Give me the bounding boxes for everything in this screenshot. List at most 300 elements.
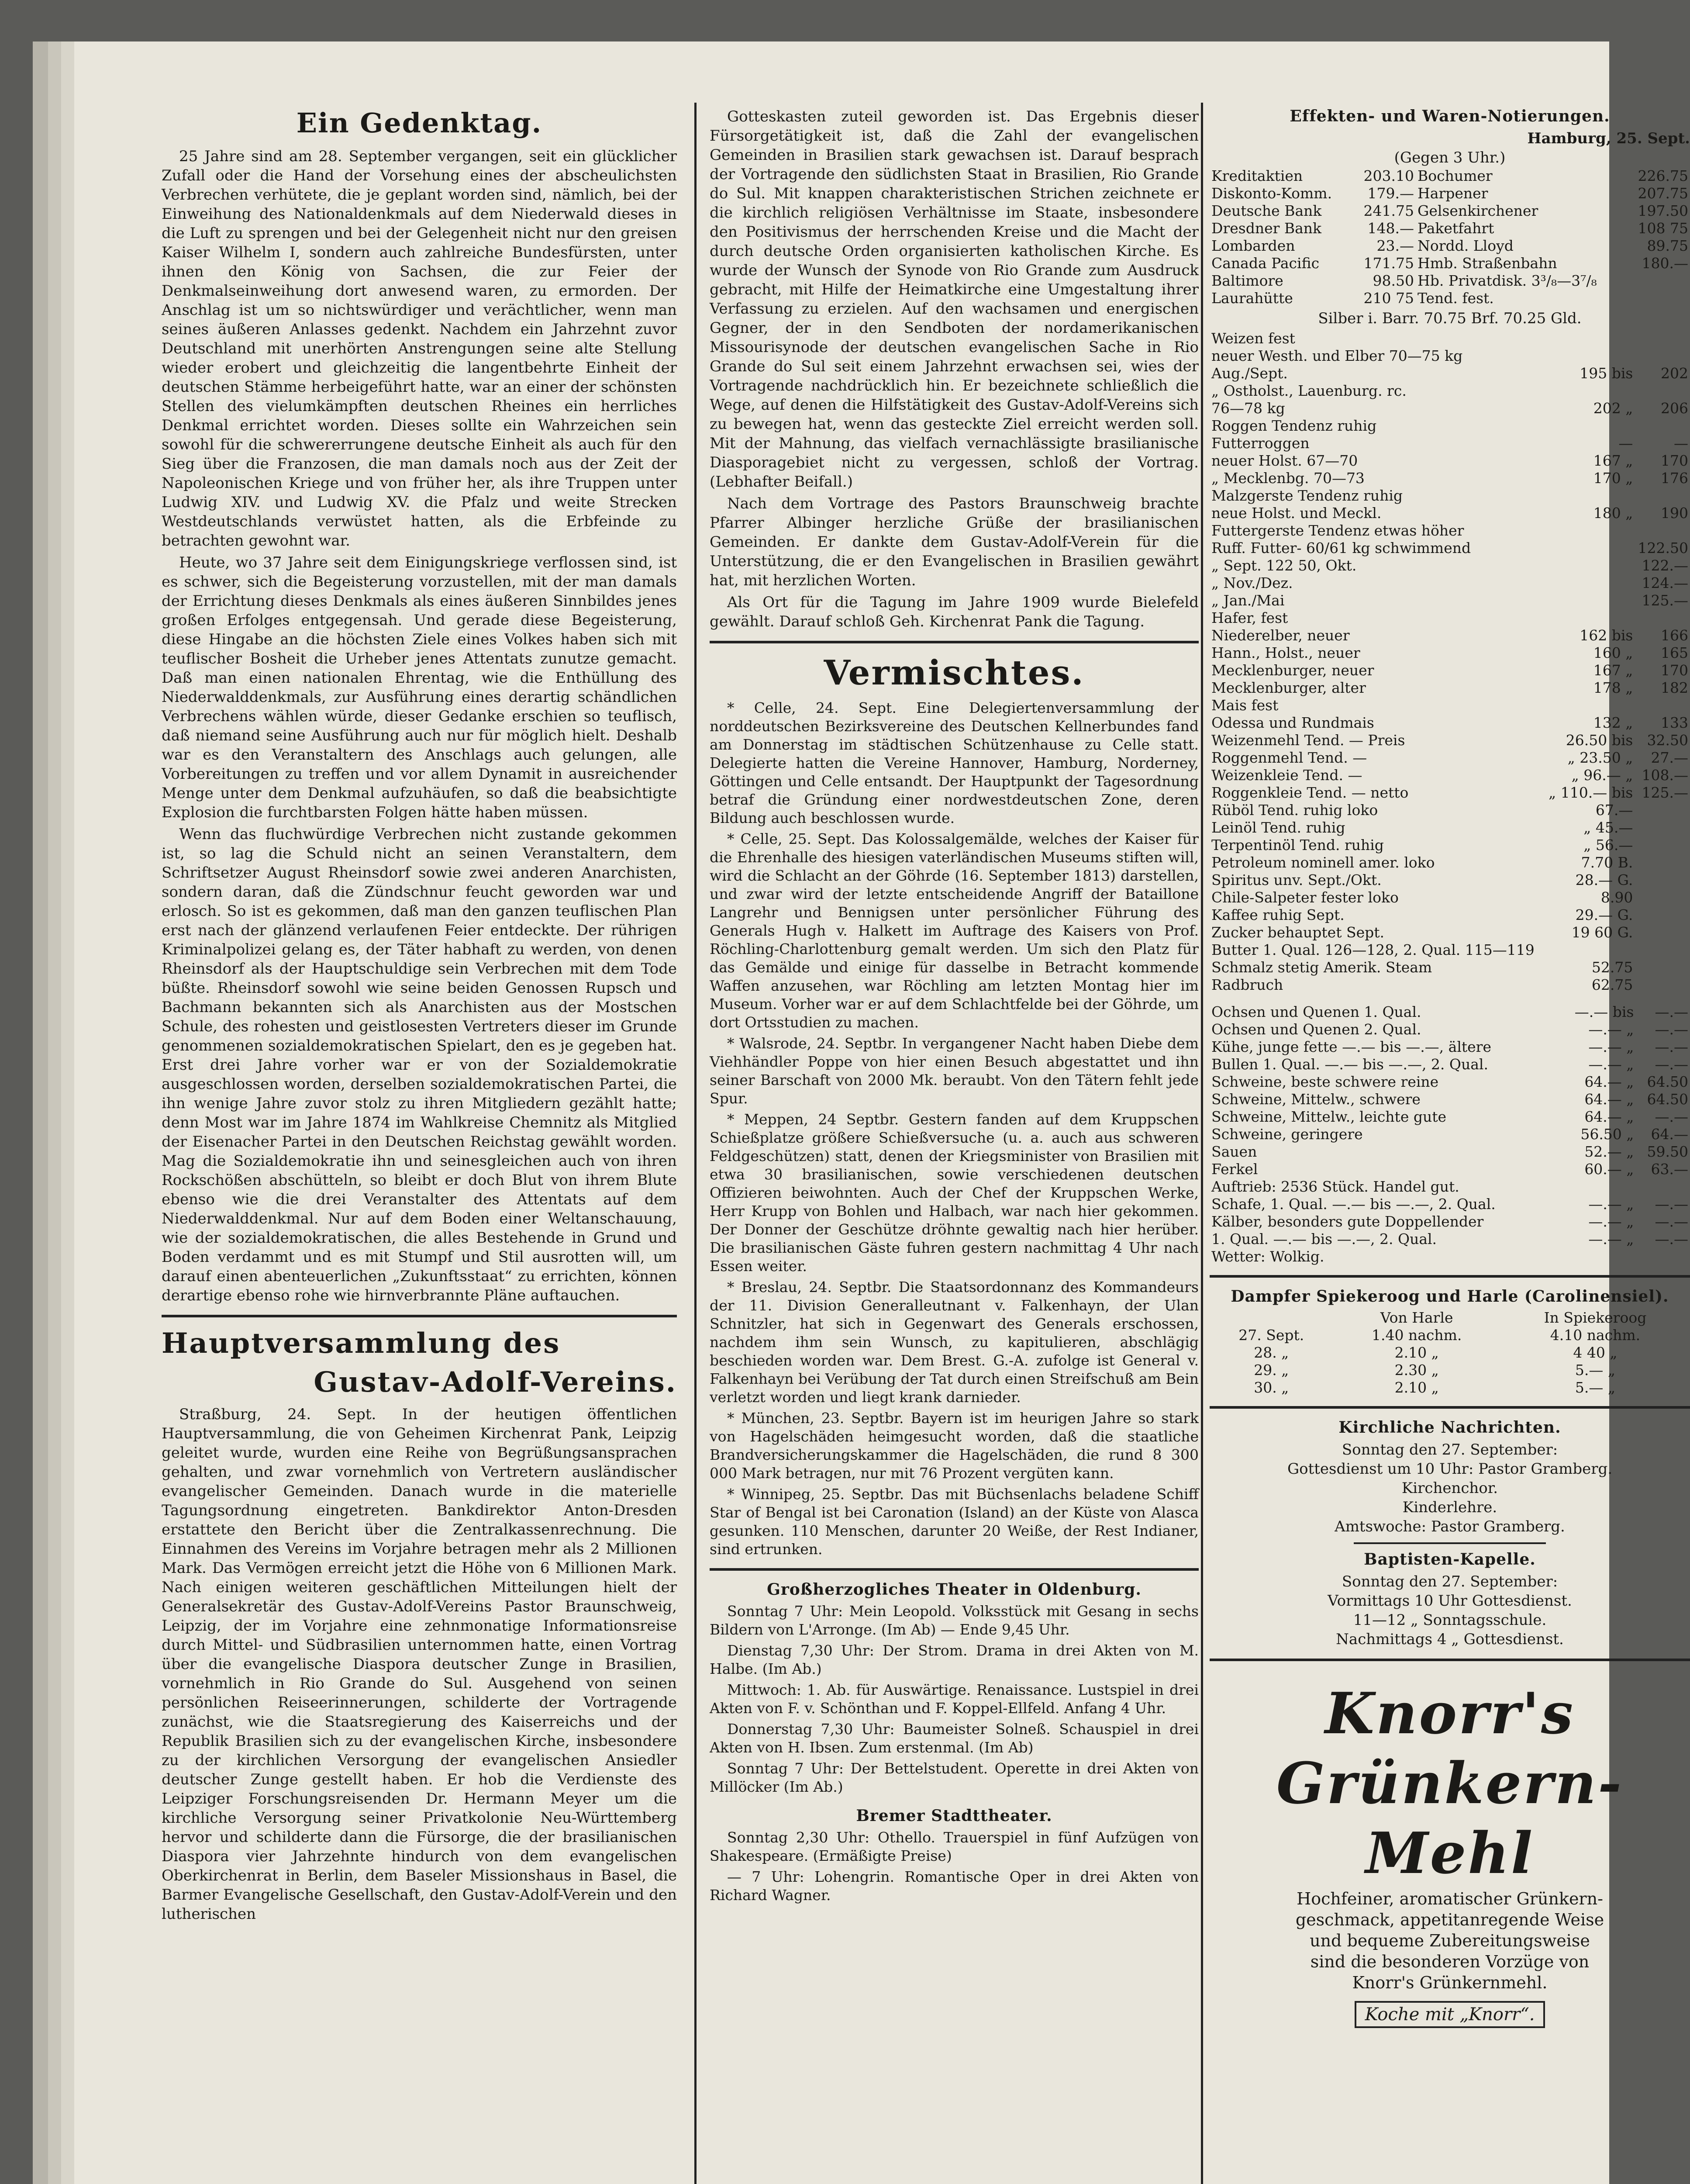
commodity-row-cell: 190: [1661, 505, 1688, 522]
ferry-header-cell: In Spiekeroog: [1544, 1309, 1647, 1326]
commodity-row-cell: [1635, 976, 1690, 994]
news-item: * Walsrode, 24. Septbr. In vergangener Nacht haben Diebe dem Viehhändler Poppe von hier einen Besuch abgestattet und ihn seiner Barschaft von 2000 Mk. beraubt. Von den Tätern fehlt jede Spur.: [710, 1035, 1199, 1107]
theater-entry: Sonntag 7 Uhr: Mein Leopold. Volksstück mit Gesang in sechs Bildern von L'Arronge. (Im Ab) — Ende 9,45 Uhr.: [710, 1603, 1199, 1638]
commodity-row-cell: [1635, 802, 1690, 819]
commodity-row-cell: [1545, 522, 1635, 539]
commodity-row-cell: [1635, 382, 1690, 400]
commodity-row-cell: 162 bis: [1580, 627, 1633, 644]
livestock-row-cell: Ochsen und Quenen 1. Qual.: [1211, 1003, 1421, 1020]
divider: [1210, 1659, 1690, 1661]
commodity-row-cell: Roggenmehl Tend. —: [1211, 749, 1367, 766]
commodity-row-cell: 27.—: [1651, 749, 1688, 766]
commodity-row: [1210, 836, 1690, 854]
commodity-row: [1210, 679, 1690, 697]
livestock-row-cell: 60.— „: [1584, 1161, 1634, 1178]
commodity-row-cell: [1635, 609, 1690, 627]
stocks-table: [1210, 167, 1690, 307]
livestock-row: [1210, 1021, 1690, 1038]
column-2: [710, 107, 1199, 1907]
article-paragraph: Als Ort für die Tagung im Jahre 1909 wurde Bielefeld gewählt. Darauf schloß Geh. Kirchenrat Pank die Tagung.: [710, 594, 1199, 630]
theater-entry: Sonntag 2,30 Uhr: Othello. Trauerspiel in fünf Aufzügen von Shakespeare. (Ermäßigte Preise): [710, 1829, 1199, 1864]
commodity-row-cell: Malzgerste Tendenz ruhig: [1211, 487, 1403, 504]
ferry-row-cell: 5.— „: [1575, 1379, 1615, 1396]
livestock-row-cell: 64.50: [1647, 1073, 1688, 1090]
gedenktag-title: Ein Gedenktag.: [296, 107, 542, 139]
livestock-row-cell: Wetter: Wolkig.: [1211, 1248, 1324, 1265]
kirche-title: Kirchliche Nachrichten.: [1338, 1418, 1561, 1437]
commodity-row-cell: „ 96.— „: [1571, 767, 1633, 784]
effekten-sub: (Gegen 3 Uhr.): [1394, 149, 1506, 166]
divider: [1210, 1406, 1690, 1409]
commodity-row-cell: [1545, 382, 1635, 400]
commodity-row-cell: [1635, 889, 1690, 906]
commodities-table: [1210, 330, 1690, 994]
baptist-title: Baptisten-Kapelle.: [1364, 1550, 1536, 1569]
commodity-row: [1210, 609, 1690, 627]
commodity-row-cell: [1545, 592, 1635, 609]
gedenktag-article: [162, 147, 677, 1305]
stock-row: [1210, 237, 1690, 255]
commodity-row: [1210, 557, 1690, 574]
livestock-row: [1210, 1196, 1690, 1213]
livestock-row-cell: —.—: [1655, 1108, 1688, 1125]
commodity-row-cell: 76—78 kg: [1211, 400, 1285, 417]
commodity-row-cell: 166: [1661, 627, 1688, 644]
livestock-row: [1210, 1003, 1690, 1021]
commodity-row-cell: —: [1674, 435, 1688, 452]
commodity-row: [1210, 767, 1690, 784]
commodity-row-cell: Mecklenburger, neuer: [1211, 662, 1374, 679]
commodity-row: [1210, 749, 1690, 767]
stock-row: [1210, 202, 1690, 220]
commodity-row-cell: 182: [1661, 679, 1688, 696]
dampfer-title: Dampfer Spiekeroog und Harle (Carolinensiel).: [1231, 1287, 1669, 1306]
ad-brand: [1210, 1679, 1690, 1888]
haupt-title-2: Gustav-Adolf-Vereins.: [314, 1366, 677, 1399]
commodity-row-cell: [1635, 959, 1690, 976]
commodity-row-cell: Roggenkleie Tend. — netto: [1211, 784, 1409, 801]
livestock-row-cell: Kälber, besonders gute Doppellender: [1211, 1213, 1484, 1230]
livestock-row-cell: Schweine, geringere: [1211, 1126, 1363, 1143]
commodity-row-cell: „ Ostholst., Lauenburg. rc.: [1211, 382, 1407, 399]
article-paragraph: Nach dem Vortrage des Pastors Braunschweig brachte Pfarrer Albinger herzliche Grüße der brasilianischen Gemeinden. Er dankte dem Gustav-Adolf-Verein für die Unterstützung, die er den Evangelischen in Brasilien gewährt hat, mit herzlichen Worten.: [710, 495, 1199, 589]
commodity-row-cell: Weizen fest: [1211, 330, 1295, 347]
commodity-row-cell: neuer Westh. und Elber 70—75 kg: [1211, 347, 1463, 364]
livestock-row-cell: —.—: [1655, 1038, 1688, 1055]
commodity-row-cell: Niederelber, neuer: [1211, 627, 1350, 644]
ad-brand-line: Knorr's: [1324, 1680, 1575, 1747]
livestock-row-cell: —.— bis: [1574, 1003, 1634, 1020]
stock-row-cell: 179.—: [1367, 185, 1414, 202]
commodity-row: [1210, 714, 1690, 732]
stock-row-cell: 89.75: [1647, 237, 1688, 254]
theater-title: Großherzogliches Theater in Oldenburg.: [767, 1580, 1142, 1599]
stock-row-cell: [1628, 272, 1690, 290]
commodity-row: [1210, 347, 1690, 365]
knorr-advertisement: [1210, 1679, 1690, 2028]
livestock-row-cell: Schafe, 1. Qual. —.— bis —.—, 2. Qual.: [1211, 1196, 1496, 1213]
commodity-row-cell: Weizenkleie Tend. —: [1211, 767, 1362, 784]
commodity-row-cell: „ 56.—: [1583, 836, 1633, 854]
commodity-row-cell: neue Holst. und Meckl.: [1211, 505, 1382, 522]
stock-row-cell: Deutsche Bank: [1211, 202, 1322, 219]
livestock-row-cell: [1635, 1248, 1690, 1265]
stock-row-cell: 241.75: [1363, 202, 1414, 219]
commodity-row-cell: [1635, 871, 1690, 889]
stock-row: [1210, 272, 1690, 290]
theater-entry: Sonntag 7 Uhr: Der Bettelstudent. Operette in drei Akten von Millöcker (Im Ab.): [710, 1760, 1199, 1795]
livestock-row: [1210, 1213, 1690, 1230]
livestock-row-cell: [1559, 1248, 1636, 1265]
column-3: [1210, 107, 1690, 2028]
commodity-row: [1210, 470, 1690, 487]
commodity-row-cell: 122.50: [1638, 539, 1688, 556]
ferry-row-cell: 2.10 „: [1394, 1344, 1439, 1361]
theater-program: [710, 1602, 1199, 1796]
ferry-row-cell: 30. „: [1254, 1379, 1289, 1396]
article-paragraph: Gotteskasten zuteil geworden ist. Das Ergebnis dieser Fürsorgetätigkeit ist, daß die Zahl der evangelischen Gemeinden in Brasilien stark gewachsen ist. Darauf besprach der Vortragende den südlichsten Staat in Brasilien, Rio Grande do Sul. Mit knappen charakteristischen Strichen zeichnete er die kirchlich religiösen Verhältnisse im Staate, insbesondere den Positivismus der herrschenden Kreise und die Macht der durch deutsche Orden organisierten katholischen Kirche. Es wurde der Wunsch der Synode von Rio Grande zum Ausdruck gebracht, mit Hilfe der Heimatkirche eine Umgestaltung ihrer Verfassung zu erzielen. Auf den wachsamen und energischen Gegner, der in den Sendboten der nordamerikanischen Missourisynode der deutschen evangelischen Sache in Rio Grande do Sul seit einem Jahrzehnt erwachsen sei, wies der Vortragende nachdrücklich hin. Er bezeichnete schließlich die Wege, auf denen die Hilfstätigkeit des Gustav-Adolf-Vereins sich zu bewegen hat, wenn das gesteckte Ziel erreicht werden soll. Mit der Mahnung, das vielfach vernachlässigte brasilianische Diasporagebiet nicht zu vergessen, schloß der Vortrag. (Lebhafter Beifall.): [710, 108, 1199, 491]
commodity-row-cell: —: [1618, 435, 1633, 452]
ad-text: [1210, 1888, 1690, 1993]
silber-line: Silber i. Barr. 70.75 Brf. 70.25 Gld.: [1318, 310, 1582, 327]
commodity-row-cell: [1545, 417, 1635, 435]
theater-entry: Donnerstag 7,30 Uhr: Baumeister Solneß. Schauspiel in drei Akten von H. Ibsen. Zum erstenmal. (Im Ab): [710, 1721, 1199, 1756]
stock-row-cell: 180.—: [1642, 255, 1688, 272]
commodity-row-cell: 26.50 bis: [1566, 732, 1633, 749]
ferry-header-cell: [1210, 1309, 1333, 1327]
stock-row-cell: Laurahütte: [1211, 290, 1293, 307]
effekten-place: Hamburg, 25. Sept.: [1527, 130, 1690, 147]
commodity-row-cell: [1545, 609, 1635, 627]
commodity-row: [1210, 592, 1690, 609]
commodity-row: [1210, 400, 1690, 417]
ad-text-line: Knorr's Grünkernmehl.: [1352, 1973, 1548, 1992]
ad-slogan-box: Koche mit „Knorr“.: [1355, 2001, 1545, 2028]
commodity-row-cell: 160 „: [1593, 644, 1633, 661]
commodity-row: [1210, 941, 1690, 959]
article-paragraph: 25 Jahre sind am 28. September vergangen, seit ein glücklicher Zufall oder die Hand der Vorsehung eines der abscheulichsten Verbrechen verhütete, die je geplant worden sind, nämlich, bei der Einweihung des Nationaldenkmals auf dem Niederwald dieses in die Luft zu sprengen und bei der Gelegenheit nicht nur den greisen Kaiser Wilhelm I, sondern auch zahlreiche Bundesfürsten, unter ihnen den König von Sachsen, die zur Feier der Denkmalseinweihung dort anwesend waren, zu ermorden. Der Anschlag ist um so nichtswürdiger und verächtlicher, wenn man seines äußeren Anlasses gedenkt. Nachdem ein Jahrzehnt zuvor Deutschland mit unerhörten Anstrengungen seine alte Stellung wieder erobert und gleichzeitig die langentbehrte Einheit der deutschen Stämme herbeigeführt hatte, war an einer der schönsten Stellen des vielumkämpften deutschen Rheines ein herrliches Denkmal errichtet worden. Dieses sollte ein Wahrzeichen sein sowohl für die schwererrungene deutsche Einheit als auch für den Sieg über die Franzosen, die man damals noch aus der Zeit der Napoleonischen Kriege und von früher her, als ihre Truppen unter Ludwig XIV. und Ludwig XV. die Pfalz und weite Strecken Westdeutschlands verwüstet hatten, als die Erbfeinde zu betrachten gewohnt war.: [162, 148, 677, 549]
commodity-row-cell: Chile-Salpeter fester loko: [1211, 889, 1399, 906]
commodity-row-cell: Weizenmehl Tend. — Preis: [1211, 732, 1405, 749]
stock-row-cell: Hb. Privatdisk. 3³/₈—3⁷/₈: [1418, 272, 1597, 289]
stock-row-cell: 148.—: [1367, 220, 1414, 237]
commodity-row-cell: Aug./Sept.: [1211, 365, 1288, 382]
commodity-row-cell: [1545, 557, 1635, 574]
livestock-row-cell: 52.— „: [1584, 1143, 1634, 1160]
stock-row-cell: Hmb. Straßenbahn: [1418, 255, 1557, 272]
livestock-row-cell: Bullen 1. Qual. —.— bis —.—, 2. Qual.: [1211, 1056, 1488, 1073]
commodity-row: [1210, 697, 1690, 714]
livestock-row-cell: —.— „: [1588, 1021, 1634, 1038]
stock-row: [1210, 290, 1690, 307]
stock-row-cell: 23.—: [1376, 237, 1414, 254]
vermischtes-article: [710, 699, 1199, 1559]
commodity-row-cell: [1635, 347, 1690, 365]
livestock-row: [1210, 1091, 1690, 1108]
commodity-row-cell: Odessa und Rundmais: [1211, 714, 1374, 731]
stock-row-cell: Lombarden: [1211, 237, 1295, 254]
commodity-row-cell: 170: [1661, 662, 1688, 679]
commodity-row-cell: [1545, 347, 1635, 365]
livestock-row-cell: 64.50: [1647, 1091, 1688, 1108]
livestock-row-cell: Kühe, junge fette —.— bis —.—, ältere: [1211, 1038, 1491, 1055]
livestock-row-cell: —.—: [1655, 1021, 1688, 1038]
commodity-row: [1210, 784, 1690, 802]
commodity-row-cell: Spiritus unv. Sept./Okt.: [1211, 871, 1382, 888]
ad-brand-line: Mehl: [1365, 1820, 1535, 1887]
divider: [1210, 1275, 1690, 1278]
news-item: * München, 23. Septbr. Bayern ist im heurigen Jahre so stark von Hagelschäden heimgesucht worden, daß die staatliche Brandversicherungskammer die Hagelschäden, die rund 8 300 000 Mark betragen, nur mit 76 Prozent vergüten kann.: [710, 1410, 1199, 1482]
column-rule-1: [694, 103, 697, 2184]
theater-entry: Dienstag 7,30 Uhr: Der Strom. Drama in drei Akten von M. Halbe. (Im Ab.): [710, 1642, 1199, 1677]
commodity-row-cell: Hann., Holst., neuer: [1211, 644, 1360, 661]
commodity-row: [1210, 854, 1690, 871]
ferry-row-cell: 29. „: [1254, 1362, 1289, 1379]
commodity-row-cell: „ 45.—: [1583, 819, 1633, 836]
commodity-row-cell: 125.—: [1642, 784, 1688, 801]
livestock-row: [1210, 1230, 1690, 1248]
commodity-row-cell: 180 „: [1593, 505, 1633, 522]
commodity-row-cell: [1635, 854, 1690, 871]
livestock-row-cell: Ochsen und Quenen 2. Qual.: [1211, 1021, 1421, 1038]
newspaper-page: [74, 41, 1690, 2184]
livestock-row: [1210, 1178, 1690, 1196]
commodity-row-cell: 170 „: [1593, 470, 1633, 487]
ferry-header-cell: Von Harle: [1380, 1309, 1453, 1326]
commodity-row-cell: [1635, 836, 1690, 854]
ad-brand-line: Grünkern-: [1276, 1750, 1624, 1817]
commodity-row: [1210, 976, 1690, 994]
livestock-row-cell: [1559, 1178, 1636, 1196]
livestock-row-cell: —.—: [1655, 1230, 1688, 1248]
livestock-row-cell: 64.—: [1651, 1126, 1688, 1143]
commodity-row-cell: Terpentinöl Tend. ruhig: [1211, 836, 1384, 854]
livestock-row-cell: Schweine, Mittelw., leichte gute: [1211, 1108, 1447, 1125]
commodity-row-cell: 167 „: [1593, 662, 1633, 679]
commodity-row: [1210, 452, 1690, 470]
commodity-row-cell: [1635, 417, 1690, 435]
commodity-row-cell: 67.—: [1595, 802, 1633, 819]
ad-text-line: Hochfeiner, aromatischer Grünkern-: [1297, 1889, 1603, 1908]
commodity-row-cell: „ Nov./Dez.: [1211, 574, 1293, 591]
commodity-row-cell: [1635, 924, 1690, 941]
commodity-row-cell: [1545, 574, 1635, 592]
commodity-row: [1210, 382, 1690, 400]
livestock-row-cell: 64.— „: [1584, 1091, 1634, 1108]
stock-row-cell: 108 75: [1638, 220, 1688, 237]
commodity-row-cell: Zucker behauptet Sept.: [1211, 924, 1384, 941]
stock-row-cell: 171.75: [1363, 255, 1414, 272]
stock-row-cell: 197.50: [1638, 202, 1688, 219]
bremen-program: [710, 1828, 1199, 1904]
commodity-row-cell: 108.—: [1642, 767, 1688, 784]
livestock-row: [1210, 1161, 1690, 1178]
livestock-row: [1210, 1143, 1690, 1161]
commodity-row-cell: Petroleum nominell amer. loko: [1211, 854, 1435, 871]
bremen-title: Bremer Stadttheater.: [856, 1807, 1052, 1825]
ad-text-line: und bequeme Zubereitungsweise: [1310, 1931, 1590, 1950]
livestock-row-cell: —.—: [1655, 1056, 1688, 1073]
church-line: Kirchenchor.: [1401, 1479, 1498, 1497]
ad-text-line: geschmack, appetitanregende Weise: [1295, 1910, 1604, 1929]
article-paragraph: Heute, wo 37 Jahre seit dem Einigungskriege verflossen sind, ist es schwer, sich die Begeisterung vorzustellen, mit der man damals der Errichtung dieses Denkmals als eines äußeren Sinnbildes jenes großen Erfolges entgegensah. Und gerade diese Begeisterung, diese Hingabe an die höchsten Ziele eines Volkes haben sich mit teuflischer Bosheit die Urheber jenes Attentats zunutze gemacht. Daß man einen nationalen Ehrentag, wie die Enthüllung des Niederwalddenkmals, zur Ausführung eines derartig schändlichen Verbrechens wählen würde, dieser Gedanke erschien so teuflisch, daß niemand seine Ausführung auch nur für möglich hielt. Deshalb war es den Veranstaltern des Anschlags auch gelungen, alle Vorbereitungen zu treffen und vor allem Dynamit in ausreichender Menge unter dem Denkmal aufzuhäufen, so daß die beabsichtigte Explosion die furchtbarsten Folgen hätte haben müssen.: [162, 554, 677, 821]
commodity-row: [1210, 487, 1690, 505]
commodity-row: [1210, 644, 1690, 662]
commodity-row: [1210, 924, 1690, 941]
commodity-row: [1210, 330, 1690, 347]
commodity-row-cell: [1635, 330, 1690, 347]
ferry-row: [1210, 1344, 1690, 1362]
haupt-article: [162, 1405, 677, 1924]
livestock-row-cell: —.— „: [1588, 1056, 1634, 1073]
ferry-timetable: [1210, 1309, 1690, 1396]
ferry-row-cell: 5.— „: [1575, 1362, 1615, 1379]
commodity-row-cell: [1635, 941, 1690, 959]
commodity-row-cell: [1545, 697, 1635, 714]
ferry-row-cell: 27. Sept.: [1238, 1327, 1304, 1344]
short-divider: [1354, 1542, 1546, 1544]
stock-row-cell: 98.50: [1373, 272, 1414, 289]
commodity-row-cell: Butter 1. Qual. 126—128, 2. Qual. 115—119: [1211, 941, 1535, 958]
livestock-row-cell: —.—: [1655, 1196, 1688, 1213]
stock-row-cell: [1628, 290, 1690, 307]
commodity-row-cell: 132 „: [1593, 714, 1633, 731]
commodity-row-cell: 167 „: [1593, 452, 1633, 469]
commodity-row: [1210, 574, 1690, 592]
livestock-row: [1210, 1248, 1690, 1265]
commodity-row: [1210, 627, 1690, 644]
livestock-row-cell: —.— „: [1588, 1038, 1634, 1055]
stock-row: [1210, 255, 1690, 272]
commodity-row-cell: Radbruch: [1211, 976, 1283, 993]
livestock-row-cell: 64.— „: [1584, 1073, 1634, 1090]
ferry-row-cell: 2.10 „: [1394, 1379, 1439, 1396]
stock-row: [1210, 167, 1690, 185]
ferry-row-cell: 2.30 „: [1394, 1362, 1439, 1379]
commodity-row-cell: 125.—: [1642, 592, 1688, 609]
commodity-row-cell: [1545, 487, 1635, 505]
stock-row: [1210, 185, 1690, 202]
commodity-row-cell: [1635, 487, 1690, 505]
column-1: [162, 107, 677, 1926]
commodity-row: [1210, 522, 1690, 539]
commodity-row: [1210, 802, 1690, 819]
commodity-row-cell: 195 bis: [1580, 365, 1633, 382]
commodity-row-cell: Futtergerste Tendenz etwas höher: [1211, 522, 1464, 539]
stock-row-cell: Dresdner Bank: [1211, 220, 1322, 237]
commodity-row-cell: [1635, 697, 1690, 714]
commodity-row-cell: [1635, 522, 1690, 539]
commodity-row-cell: [1545, 941, 1635, 959]
stock-row-cell: 203.10: [1363, 167, 1414, 184]
livestock-row-cell: Sauen: [1211, 1143, 1257, 1160]
commodity-row-cell: [1635, 819, 1690, 836]
commodity-row: [1210, 819, 1690, 836]
livestock-row-cell: —.— „: [1588, 1196, 1634, 1213]
commodity-row-cell: Leinöl Tend. ruhig: [1211, 819, 1345, 836]
ad-text-line: sind die besonderen Vorzüge von: [1310, 1952, 1590, 1971]
news-item: * Breslau, 24. Septbr. Die Staatsordonnanz des Kommandeurs der 11. Division Generalleutnant v. Falkenhayn, der Ulan Schnitzler, hat sich in Gegenwart des Generals erschossen, nachdem ihm sein Wunsch, zu kapitulieren, abschlägig beschieden worden war. Dem Brest. G.-A. zufolge ist General v. Falkenhayn bei Verübung der Tat durch einen Streifschuß am Bein verletzt worden und liegt krank darnieder.: [710, 1279, 1199, 1406]
commodity-row-cell: Kaffee ruhig Sept.: [1211, 906, 1345, 923]
livestock-row-cell: 64.— „: [1584, 1108, 1634, 1125]
news-item: * Winnipeg, 25. Septbr. Das mit Büchsenlachs beladene Schiff Star of Bengal ist bei Caronation (Island) an der Küste von Alasca gesunken. 110 Menschen, darunter 20 Weiße, der Rest Indianer, sind ertrunken.: [710, 1486, 1199, 1558]
stock-row-cell: Gelsenkirchener: [1418, 202, 1538, 219]
stock-row-cell: 207.75: [1638, 185, 1688, 202]
column-rule-2: [1201, 103, 1203, 2184]
church-line: Amtswoche: Pastor Gramberg.: [1335, 1518, 1565, 1535]
livestock-row: [1210, 1108, 1690, 1126]
article-paragraph: Wenn das fluchwürdige Verbrechen nicht zustande gekommen ist, so lag die Schuld nicht an seinen Veranstaltern, dem Schriftsetzer August Rheinsdorf sowie zwei anderen Anarchisten, sondern daran, daß die Zündschnur feucht geworden war und erlosch. So ist es gekommen, daß man den ganzen teuflischen Plan erst nach der glänzend verlaufenen Feier entdeckte. Der rührigen Kriminalpolizei gelang es, der Täter habhaft zu werden, von denen Rheinsdorf als der Hauptschuldige sein Verbrechen mit dem Tode büßte. Rheinsdorf sowohl wie seine beiden Genossen Rupsch und Bachmann bekannten sich als Anarchisten aus der Mostschen Schule, des rohesten und geistlosesten Vertreters dieser im Grunde genommenen sozialdemokratischen Spielart, den es je gegeben hat. Erst drei Jahre vorher war er von der Sozialdemokratie ausgeschlossen worden, derselben sozialdemokratischen Partei, die ihn wenige Jahre zuvor stolz zu ihren Mitgliedern gezählt hatte; denn Most war im Jahre 1874 im Wahlkreise Chemnitz als Mitglied der Eisenacher Partei in den Deutschen Reichstag gewählt worden. Mag die Sozialdemokratie ihn und seinesgleichen auch von ihren Rockschößen abschütteln, so bleibt er doch Blut von ihrem Blute ebenso wie die drei Veranstalter des Attentats auf dem Niederwalddenkmal. Nur auf dem Boden einer Weltanschauung, wie der sozialdemokratischen, die alles Bestehende in Grund und Boden verdammt und es mit Stumpf und Stil ausrotten will, um darauf einen abenteuerlichen „Zukunftsstaat“ zu errichten, können derartige ebenso rohe wie hirnverbrannte Pläne auftauchen.: [162, 826, 677, 1304]
effekten-title: Effekten- und Waren-Notierungen.: [1290, 107, 1610, 125]
livestock-row: [1210, 1126, 1690, 1143]
livestock-row-cell: 1. Qual. —.— bis —.—, 2. Qual.: [1211, 1230, 1437, 1248]
livestock-row-cell: Schweine, beste schwere reine: [1211, 1073, 1439, 1090]
commodity-row: [1210, 365, 1690, 382]
stock-row-cell: Canada Pacific: [1211, 255, 1320, 272]
livestock-row-cell: Auftrieb: 2536 Stück. Handel gut.: [1211, 1178, 1459, 1195]
haupt-article-continued: [710, 107, 1199, 631]
article-paragraph: Straßburg, 24. Sept. In der heutigen öffentlichen Hauptversammlung, die von Geheimen Kirchenrat Pank, Leipzig geleitet wurde, wurden eine Reihe von Begrüßungsansprachen gehalten, und zwar vornehmlich von Vertretern ausländischer evangelischer Gemeinden. Danach wurde in die materielle Tagungsordnung eingetreten. Bankdirektor Anton-Dresden erstattete den Bericht über die Zentralkassenrechnung. Die Einnahmen des Vereins im Vorjahre betragen mehr als 2 Millionen Mark. Das Vermögen erreicht jetzt die Höhe von 6 Millionen Mark. Nach einigen weiteren geschäftlichen Mitteilungen hielt der Generalsekretär des Gustav-Adolf-Vereins Pastor Braunschweig, Leipzig, der im Vorjahre eine zehnmonatige Informationsreise durch Mittel- und Südbrasilien unternommen hatte, einen Vortrag über die evangelische Diaspora deutscher Zunge in Brasilien, vornehmlich in Rio Grande do Sul. Ausgehend von seinen persönlichen Reiseerinnerungen, schilderte der Vortragende zunächst, wie die Staatsregierung des Kaiserreichs und der Republik Brasilien sich zu der evangelischen Kirche, insbesondere zu der kirchlichen Versorgung der evangelischen Ansiedler deutscher Zunge gestellt haben. Er hob die Verdienste des Leipziger Forschungsreisenden Dr. Hermann Meyer um die kirchliche Versorgung seiner Privatkolonie Neu-Württemberg hervor und schilderte dann die Fürsorge, die der brasilianischen Diaspora vier Jahrzehnte hindurch von dem evangelischen Oberkirchenrat in Berlin, dem Baseler Missionshaus in Basel, die Barmer Evangelische Gesellschaft, den Gustav-Adolf-Verein und den lutherischen: [162, 1406, 677, 1923]
commodity-row-cell: 8.90: [1600, 889, 1633, 906]
stock-row-cell: Harpener: [1418, 185, 1488, 202]
haupt-title-1: Hauptversammlung des: [162, 1327, 561, 1360]
commodity-row: [1210, 732, 1690, 749]
livestock-row-cell: [1635, 1178, 1690, 1196]
ferry-row: [1210, 1379, 1690, 1396]
commodity-row-cell: 202: [1661, 365, 1688, 382]
news-item: * Meppen, 24 Septbr. Gestern fanden auf dem Kruppschen Schießplatze größere Schießversuche (u. a. auch aus schweren Feldgeschützen) statt, denen der Kriegsminister von Brasilien mit etwa 30 brasilianischen, sowie verschiedenen deutschen Offizieren beiwohnten. Auch der Chef der Kruppschen Werke, Herr Krupp von Bohlen und Halbach, war nach hier gekommen. Der Donner der Geschütze dröhnte gewaltig nach hier herüber. Die brasilianischen Gäste fuhren gestern nachmittag 4 Uhr nach Essen weiter.: [710, 1111, 1199, 1275]
baptist-line: Nachmittags 4 „ Gottesdienst.: [1336, 1631, 1564, 1648]
commodity-row-cell: 32.50: [1647, 732, 1688, 749]
commodity-row-cell: 28.— G.: [1575, 871, 1633, 888]
church-line: Sonntag den 27. September:: [1342, 1441, 1558, 1458]
ferry-row: [1210, 1327, 1690, 1344]
stock-row-cell: Baltimore: [1211, 272, 1283, 289]
church-line: Kinderlehre.: [1402, 1499, 1497, 1516]
livestock-row-cell: —.— „: [1588, 1230, 1634, 1248]
news-item: * Celle, 24. Sept. Eine Delegiertenversammlung der norddeutschen Bezirksvereine des Deutschen Kellnerbundes fand am Donnerstag im städtischen Schützenhause zu Celle statt. Delegierte hatten die Vereine Hannover, Hamburg, Norderney, Göttingen und Celle entsandt. Der Hauptpunkt der Tagesordnung betraf die Gründung einer nordwestdeutschen Zone, deren Bildung auch beschlossen wurde.: [710, 699, 1199, 826]
commodity-row-cell: 124.—: [1642, 574, 1688, 591]
stock-row-cell: 210 75: [1363, 290, 1414, 307]
livestock-row-cell: —.—: [1655, 1213, 1688, 1230]
baptist-notices: [1210, 1572, 1690, 1649]
baptist-line: Vormittags 10 Uhr Gottesdienst.: [1328, 1592, 1572, 1610]
church-notices: [1210, 1440, 1690, 1536]
stock-row-cell: Nordd. Lloyd: [1418, 237, 1514, 254]
commodity-row-cell: 176: [1661, 470, 1688, 487]
stock-row: [1210, 220, 1690, 237]
news-item: * Celle, 25. Sept. Das Kolossalgemälde, welches der Kaiser für die Ehrenhalle des hiesigen vaterländischen Museums stiften will, wird die Schlacht an der Göhrde (16. September 1813) darstellen, und zwar wird der letzte entscheidende Angriff der Bataillone Langrehr und Bennigsen unter persönlicher Führung des Generals Hugh v. Halkett im Auftrage des Kaisers von Prof. Röchling-Charlottenburg gemalt werden. Um sich den Platz für das Gemälde und einige für dasselbe in Betracht kommende Waffen anzusehen, war Röchling am letzten Montag hier im Museum. Vorher war er auf dem Schlachtfelde bei der Göhrde, um dort Ortsstudien zu machen.: [710, 830, 1199, 1031]
livestock-table: [1210, 1003, 1690, 1265]
commodity-row-cell: „ 110.— bis: [1549, 784, 1633, 801]
livestock-row-cell: —.— „: [1588, 1213, 1634, 1230]
commodity-row-cell: 202 „: [1593, 400, 1633, 417]
commodity-row-cell: 178 „: [1593, 679, 1633, 696]
commodity-row: [1210, 889, 1690, 906]
commodity-row-cell: Ruff. Futter- 60/61 kg schwimmend: [1211, 539, 1471, 556]
commodity-row-cell: „ Mecklenbg. 70—73: [1211, 470, 1365, 487]
commodity-row-cell: [1545, 330, 1635, 347]
commodity-row-cell: 170: [1661, 452, 1688, 469]
commodity-row: [1210, 959, 1690, 976]
commodity-row-cell: Mais fest: [1211, 697, 1279, 714]
livestock-row: [1210, 1073, 1690, 1091]
stock-row-cell: Diskonto-Komm.: [1211, 185, 1332, 202]
commodity-row-cell: neuer Holst. 67—70: [1211, 452, 1358, 469]
commodity-row-cell: „ Sept. 122 50, Okt.: [1211, 557, 1357, 574]
commodity-row: [1210, 505, 1690, 522]
commodity-row-cell: 206: [1661, 400, 1688, 417]
